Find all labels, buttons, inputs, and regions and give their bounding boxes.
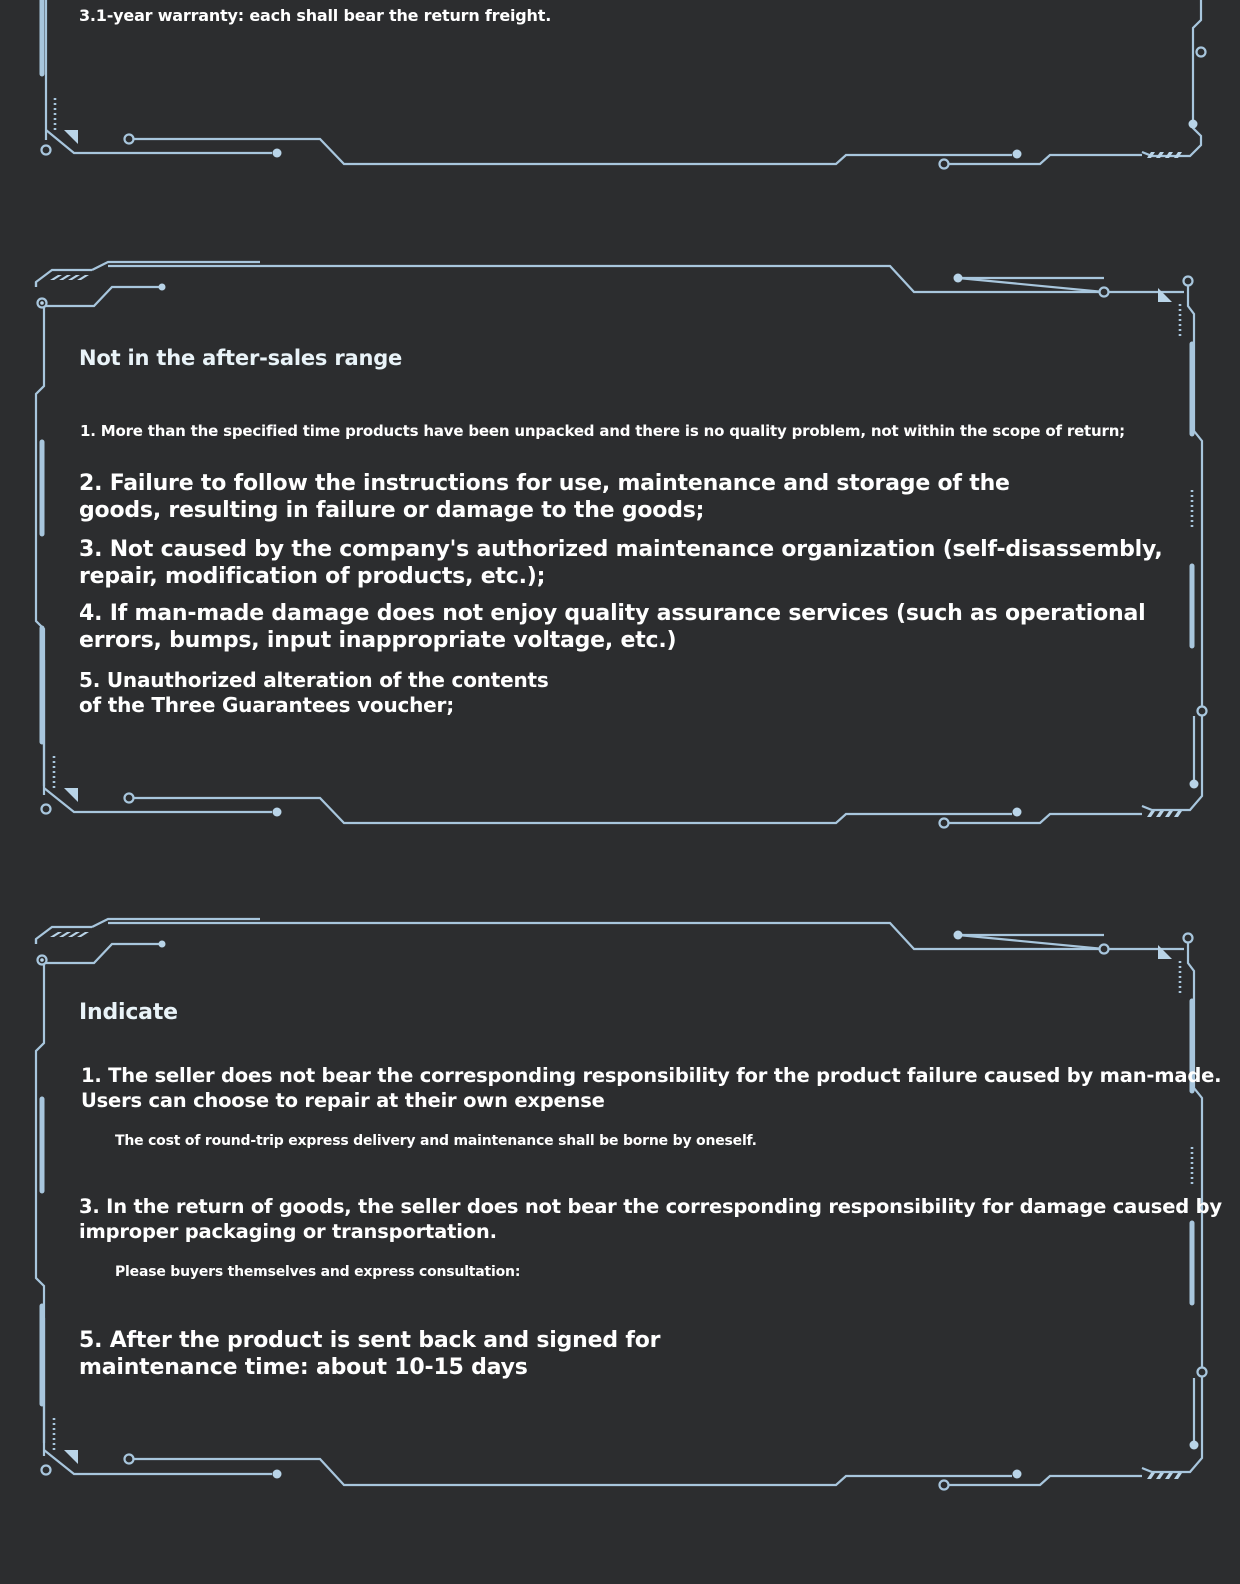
not-in-range-item-5-line-2: of the Three Guarantees voucher; [79,693,455,717]
not-in-range-item-5-line-1: 5. Unauthorized alteration of the contents [79,668,549,692]
indicate-item-1-note: The cost of round-trip express delivery and maintenance shall be borne by oneself. [115,1133,757,1149]
not-in-range-item-3-line-2: repair, modification of products, etc.); [79,564,546,589]
indicate-item-3-line-1: 3. In the return of goods, the seller does not bear the corresponding responsibility for damage caused by [79,1195,1222,1218]
indicate-item-5-line-1: 5. After the product is sent back and signed for [79,1328,661,1353]
warranty-line: 3.1-year warranty: each shall bear the return freight. [79,6,552,25]
section-title-indicate: Indicate [79,1000,178,1025]
indicate-item-3-note: Please buyers themselves and express consultation: [115,1264,521,1280]
not-in-range-item-4-line-1: 4. If man-made damage does not enjoy quality assurance services (such as operational [79,601,1146,626]
section-title-not-in-range: Not in the after-sales range [79,346,403,370]
not-in-range-item-2-line-1: 2. Failure to follow the instructions for use, maintenance and storage of the [79,471,1010,496]
indicate-item-3-line-2: improper packaging or transportation. [79,1220,497,1243]
not-in-range-item-4-line-2: errors, bumps, input inappropriate voltage, etc.) [79,628,677,653]
indicate-item-1-line-2: Users can choose to repair at their own expense [81,1089,605,1112]
frame-1-border [42,0,1206,169]
not-in-range-item-1: 1. More than the specified time products have been unpacked and there is no quality problem, not within the scope of return; [80,422,1125,440]
not-in-range-item-2-line-2: goods, resulting in failure or damage to the goods; [79,498,705,523]
indicate-item-1-line-1: 1. The seller does not bear the corresponding responsibility for the product failure caused by man-made. [81,1064,1222,1087]
indicate-item-5-line-2: maintenance time: about 10-15 days [79,1355,528,1380]
not-in-range-item-3-line-1: 3. Not caused by the company's authorized maintenance organization (self-disassembly, [79,537,1163,562]
